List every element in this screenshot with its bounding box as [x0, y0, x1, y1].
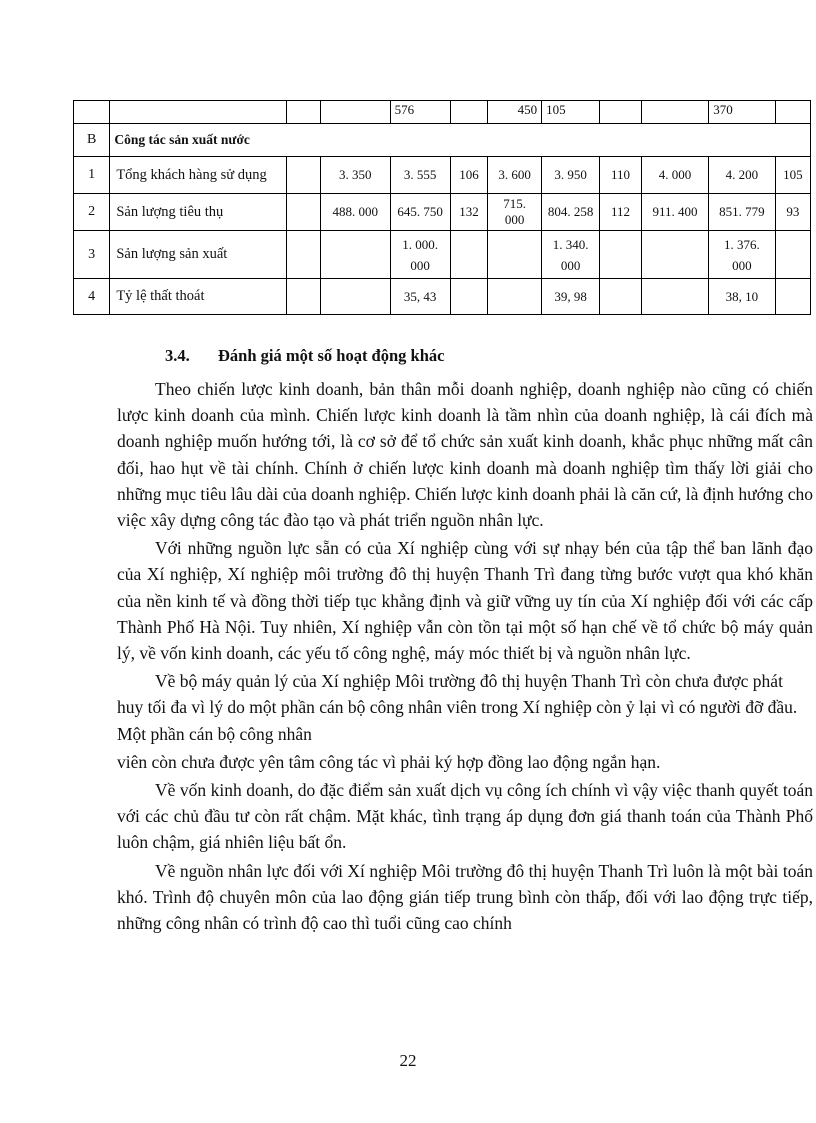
table-cell: 576: [390, 101, 450, 124]
row-index: 2: [74, 194, 110, 231]
table-cell: 911. 400: [641, 194, 708, 231]
table-cell: [641, 231, 708, 279]
section-title: Công tác sản xuất nước: [110, 124, 811, 157]
row-label: Sản lượng tiêu thụ: [110, 194, 286, 231]
table-cell: [775, 231, 810, 279]
data-table: [73, 100, 811, 315]
table-cell: [600, 101, 642, 124]
cell-line: 1. 340.: [552, 236, 589, 252]
table-cell: [286, 194, 320, 231]
row-label: Sản lượng sản xuất: [110, 231, 286, 279]
table-cell: 35, 43: [390, 279, 450, 315]
table-cell: 3. 350: [321, 157, 391, 194]
section-code: B: [74, 124, 110, 157]
table-cell: 645. 750: [390, 194, 450, 231]
page-number: 22: [399, 1051, 417, 1070]
table-cell: 38, 10: [709, 279, 775, 315]
table-cell: [321, 231, 391, 279]
table-cell: [321, 101, 391, 124]
table-row: [74, 157, 811, 194]
paragraph: Về vốn kinh doanh, do đặc điểm sản xuất dịch vụ công ích chính vì vậy việc thanh quyết toán với các chủ đầu tư còn rất chậm. Mặt khác, tình trạng áp dụng đơn giá thanh toán của Thành Phố luôn chậm, giá nhiên liệu bất ổn.: [117, 780, 813, 853]
table-cell: [321, 279, 391, 315]
table-cell: [286, 231, 320, 279]
paragraph: Về nguồn nhân lực đối với Xí nghiệp Môi trường đô thị huyện Thanh Trì luôn là một bài toán khó. Trình độ chuyên môn của lao động gián tiếp trung bình còn thấp, đối với lao động trực tiếp, những công nhân có trình độ cao thì tuổi cũng cao chính: [117, 860, 813, 934]
table-cell: 105: [775, 157, 810, 194]
row-index: 3: [74, 231, 110, 279]
table-row: [74, 231, 811, 279]
table-cell: 110: [600, 157, 642, 194]
heading-number: 3.4.: [165, 346, 190, 365]
table-cell: [74, 101, 110, 124]
table-cell: [641, 101, 708, 124]
table-row: [74, 279, 811, 315]
table-cell: 715. 000: [488, 194, 542, 231]
table-cell: [450, 279, 487, 315]
table-cell: 112: [600, 194, 642, 231]
paragraph: viên còn chưa được yên tâm công tác vì phải ký hợp đồng lao động ngắn hạn.: [117, 751, 661, 772]
table-cell: 3. 555: [390, 157, 450, 194]
table-cell: [110, 101, 286, 124]
row-label: Tổng khách hàng sử dụng: [110, 157, 286, 194]
cell-line: 000: [410, 257, 430, 273]
cell-line: 000: [732, 257, 752, 273]
table-cell: [286, 279, 320, 315]
table-cell: [600, 279, 642, 315]
table-cell: 4. 200: [709, 157, 775, 194]
paragraph: Với những nguồn lực sẵn có của Xí nghiệp cùng với sự nhạy bén của tập thể ban lãnh đạo của Xí nghiệp, Xí nghiệp môi trường đô thị huyện Thanh Trì đang từng bước vượt qua khó khăn của nền kinh tế và đồng thời tiếp tục khẳng định và giữ vững uy tín của Xí nghiệp đối với các cấp Thành Phố Hà Nội. Tuy nhiên, Xí nghiệp vẫn còn tồn tại một số hạn chế về tổ chức bộ máy quản lý, về vốn kinh doanh, các yếu tố công nghệ, máy móc thiết bị và nguồn nhân lực.: [117, 538, 813, 664]
row-index: 4: [74, 279, 110, 315]
table-cell: 370: [709, 101, 775, 124]
table-cell: [286, 101, 320, 124]
table-cell: 450: [488, 101, 542, 124]
table-cell: [775, 101, 810, 124]
body-text: [117, 376, 813, 938]
heading-title: Đánh giá một số hoạt động khác: [218, 346, 445, 365]
table-cell: 851. 779: [709, 194, 775, 231]
table-cell: [450, 231, 487, 279]
table-cell: 4. 000: [641, 157, 708, 194]
table-row: [74, 194, 811, 231]
table-cell: [641, 279, 708, 315]
row-index: 1: [74, 157, 110, 194]
cell-line: 000: [560, 257, 581, 273]
cell-line: 1. 376.: [724, 236, 760, 252]
table-cell: 3. 950: [542, 157, 600, 194]
table-cell: [286, 157, 320, 194]
paragraph: Theo chiến lược kinh doanh, bản thân mỗi doanh nghiệp, doanh nghiệp nào cũng có chiến lược kinh doanh của mình. Chiến lược kinh doanh là tầm nhìn của doanh nghiệp, là cái đích mà doanh nghiệp muốn hướng tới, là cơ sở để tổ chức sản xuất kinh doanh, khắc phục những mất cân đối, hao hụt về tài chính. Chính ở chiến lược kinh doanh mà doanh nghiệp tìm thấy lời giải cho những mục tiêu lâu dài của doanh nghiệp. Chiến lược kinh doanh phải là căn cứ, là định hướng cho việc xây dựng công tác đào tạo và phát triển nguồn nhân lực.: [117, 379, 813, 531]
table-row-section: [74, 124, 811, 157]
cell-line: 1. 000.: [402, 236, 439, 252]
table-cell: 804. 258: [542, 194, 600, 231]
table-cell: 93: [775, 194, 810, 231]
paragraph: Về bộ máy quản lý của Xí nghiệp Môi trường đô thị huyện Thanh Trì còn chưa được phát huy tối đa vì lý do một phần cán bộ công nhân viên trong Xí nghiệp còn ỷ lại vì có người đỡ đầu. Một phần cán bộ công nhân: [117, 671, 798, 744]
section-heading: [165, 346, 444, 366]
table-cell: [450, 101, 487, 124]
table-cell: 3. 600: [488, 157, 542, 194]
table-cell: 106: [450, 157, 487, 194]
table-cell: 105: [542, 101, 600, 124]
table-cell: [488, 231, 542, 279]
table-cell: 39, 98: [542, 279, 600, 315]
table-cell: [600, 231, 642, 279]
table-row-top: [74, 101, 811, 124]
table-cell: [542, 231, 600, 279]
table-cell: 488. 000: [321, 194, 391, 231]
table-cell: [488, 279, 542, 315]
row-label: Tỷ lệ thất thoát: [110, 279, 286, 315]
table-cell: [775, 279, 810, 315]
table-cell: 132: [450, 194, 487, 231]
table-cell: [390, 231, 450, 279]
table-cell: [709, 231, 775, 279]
